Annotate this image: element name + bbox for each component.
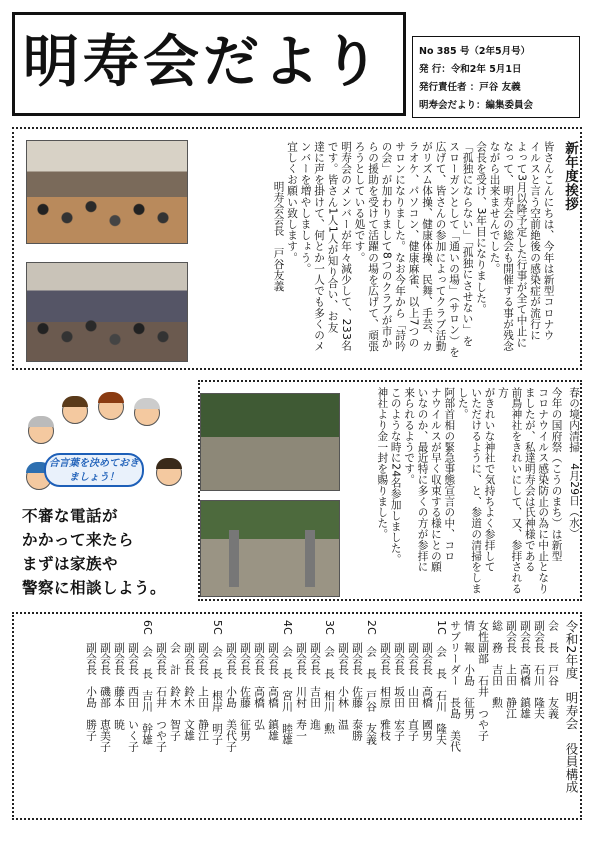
cleaning-line: した。 [456,387,469,420]
cleaning-line: ナウイルスが早く収束する様にとの願 [429,387,442,573]
issue-info-box [412,36,580,118]
greeting-line: 広げて、皆さんの参加によってクラブ活動 [434,141,447,352]
officer-entry: 副会長 高橋 鎮雄 [267,620,280,741]
warning-line: 不審な電話が [22,507,119,525]
cleaning-heading: 春の境内清掃 4月29日（水） [568,387,580,539]
cleaning-line: 前鳥神社をきれいにして、又、参拝される方 [496,387,523,595]
scam-warning-text [22,504,198,600]
greeting-article [212,141,576,367]
cleaning-line: 今年の国府祭（こうのまち）は新型 [550,387,563,562]
officer-entry: 副会長 石川 隆夫 [533,620,546,719]
greeting-line: の会」が加わりまして8つのクラブが市か [380,141,393,349]
officer-entry: 1C 会 長 石川 隆夫 [435,620,448,745]
officer-entry: 総 務 吉田 勲 [491,620,504,708]
officer-entry: 副会長 上田 静江 [505,620,518,719]
greeting-line: ろうとしている処です。 [353,141,366,264]
warning-line: まずは家族や [22,555,119,573]
officer-entry: 副会長 小島 勝子 [85,620,98,741]
officer-entry: 副会長 西田 いく子 [127,620,140,752]
officer-entry: 副会長 小島 美代子 [225,620,238,752]
editor: 明寿会だより：編集委員会 [419,100,534,111]
officer-entry: 会 計 鈴木 智子 [169,620,182,741]
officer-entry: 副会長 高橋 國男 [421,620,434,741]
warning-line: 警察に相談しよう。 [22,579,167,597]
greeting-line: 「孤独にならない」「孤独にさせない」を [461,141,474,347]
senior-face-icon [28,418,54,444]
publisher: 発行責任者 ：戸谷 友義 [419,82,521,93]
officer-entry: 副会長 吉田 進 [309,620,322,730]
officer-entry: 副会長 小林 温 [337,620,350,730]
cleaning-line: がきれいな神社で気持ちよく参拝して [483,387,496,573]
officer-entry: 副会長 佐藤 征男 [239,620,252,741]
greeting-line: 会長を受け、3年目になりました。 [475,141,487,315]
greeting-line: です。皆さん1人1人が知り合い、お友 [326,141,339,334]
cleaning-line: 神社より金一封を賜りました。 [376,387,389,540]
officer-entry: 副会長 川村 寿一 [295,620,308,741]
cleaning-article [364,387,580,599]
meeting-hall-photo-2 [26,262,188,362]
officer-entry: 副会長 上田 静江 [197,620,210,741]
password-bubble: 合言葉を決めておきましょう！ [44,453,144,487]
greeting-line: 達に声を掛けて、何とか一人でも多くのメ [313,141,325,352]
greeting-heading: 新年度挨拶 [562,141,578,211]
officers-title: 令和2年度 明寿会 役員構成 [564,620,579,794]
senior-face-icon [134,400,160,426]
cleaning-line: いなのか、最近特に多くの方が参拝に [416,387,429,573]
shrine-gate-photo [200,500,340,597]
officers-list [26,620,578,816]
cleaning-line: このような時に24名参加しました。 [389,387,402,565]
cleaning-line: 阿部首相の緊急事態宣言の中、コロ [443,387,456,562]
warning-line: かかって来たら [22,531,135,549]
issue-number: No 385 号（2年5月号） [419,46,531,57]
officer-entry: 副会長 相原 雅枝 [379,620,392,741]
greeting-line: 明寿会のメンバーが年々減少して、233名 [340,141,352,352]
meeting-hall-photo-1 [26,140,188,244]
officer-entry: 副会長 高橋 鎮雄 [519,620,532,719]
greeting-line: ンバーを増やしましょう。 [299,141,312,275]
masthead [12,12,406,116]
officer-entry: 2C 会 長 戸谷 友義 [365,620,378,745]
cleaning-line: いただけるように、と、参道の清掃をしま [470,387,483,595]
cleaning-line: 来られるようです。 [403,387,416,486]
greeting-line: らの援助を受けて活躍の場を広げて、頑張 [367,141,379,352]
officer-entry: 情 報 小島 征男 [463,620,476,719]
issue-date: 発 行：令和2年 5月1日 [419,64,522,75]
officer-entry: 4C 会 長 宮川 睦雄 [281,620,294,745]
officer-entry: 副会長 坂田 宏子 [393,620,406,741]
officer-entry: 会 長 戸谷 友義 [547,620,560,719]
officer-entry: 副会長 藤本 暁 [113,620,126,730]
shrine-approach-photo [200,393,340,491]
greeting-line: なって、明寿会の総会も開催する事が残念 [502,141,514,352]
greeting-line: イルスと言う空前絶後の感染症が流行に [529,141,541,341]
senior-face-icon [98,394,124,420]
greeting-line: よって3月以降予定した行事が全て中止に [515,141,528,349]
greeting-line: 皆さんこんにちは、今年は新型コロナウ [542,141,555,341]
officer-entry: 副会長 石井 つや子 [155,620,168,752]
officer-entry: 3C 会 長 相川 勲 [323,620,336,734]
greeting-line: ながら出来ませんでした。 [488,141,501,275]
officer-entry: 副会長 磯部 恵美子 [99,620,112,752]
greeting-line: スローガンとして「通いの場」（サロン）を [448,141,460,358]
greeting-line: ラオケ、パソコン、健康麻雀、以上7つの [407,141,420,349]
officer-entry: 6C 会 長 吉川 幹雄 [141,620,154,745]
greeting-line: 宜しくお願い致します。 [286,141,298,264]
officer-entry: 副会長 鈴木 文雄 [183,620,196,741]
officer-entry: 5C 会 長 根岸 明子 [211,620,224,745]
officer-entry: 副会長 佐藤 泰勝 [351,620,364,741]
greeting-line: サロンになりました。なお今年から「詩吟 [394,141,406,352]
cleaning-line: ましたが、私達明寿会は氏神様である [523,387,536,573]
officer-entry: 女性副部 石井 つや子 [477,620,490,741]
newsletter-title: 明寿会だより [23,30,383,95]
senior-face-icon [156,460,182,486]
greeting-line: がリズム体操、健康体操、民舞、手芸、カ [421,141,433,352]
officer-entry: 副会長 高橋 弘 [253,620,266,730]
cleaning-line: コロナウイルス感染防止の為に中止となり [537,387,550,595]
greeting-signature: 明寿会会長 戸谷友義 [272,181,285,292]
officer-entry: サブリーダー 長島 美代 [449,620,462,752]
senior-face-icon [62,398,88,424]
officer-entry: 副会長 山田 直子 [407,620,420,741]
